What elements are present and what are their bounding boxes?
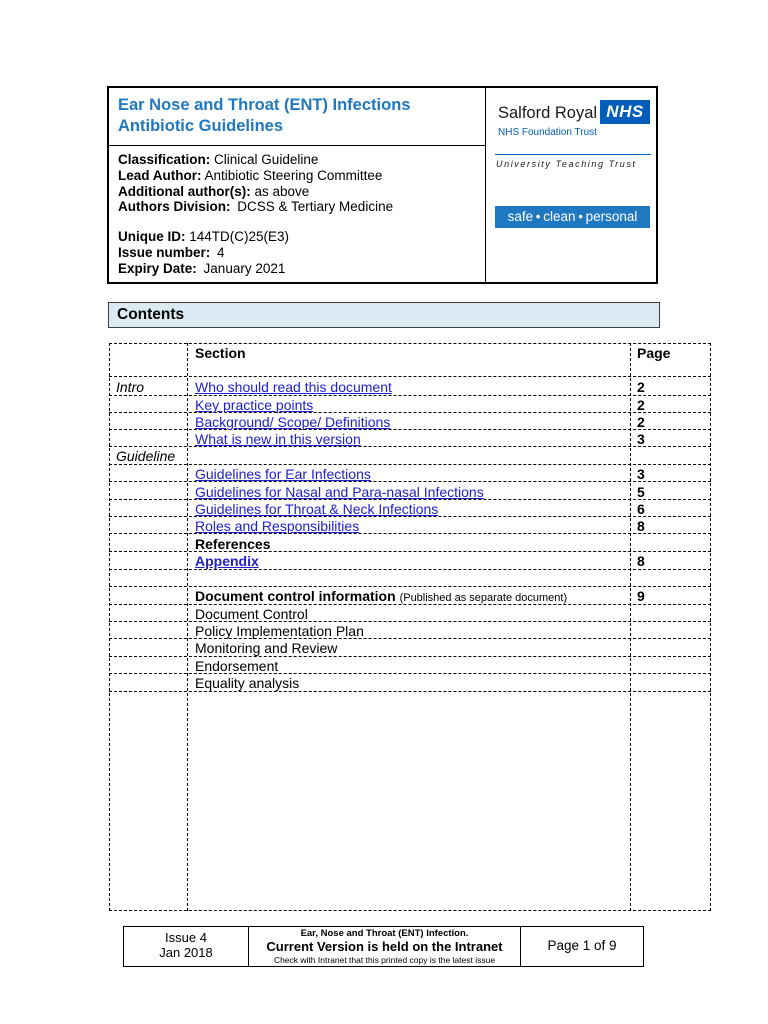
table-row-divider — [109, 376, 711, 377]
toc-link-key-practice-points[interactable]: Key practice points — [195, 397, 314, 413]
footer-page-number: Page 1 of 9 — [547, 938, 617, 953]
column-header-section: Section — [195, 345, 246, 361]
authors-division-label: Authors Division: — [118, 199, 231, 214]
classification-label: Classification: — [118, 152, 211, 167]
toc-link-appendix[interactable]: Appendix — [195, 553, 259, 569]
issue-number-row — [118, 245, 225, 260]
table-row-divider — [109, 569, 711, 570]
toc-equality-analysis: Equality analysis — [195, 675, 300, 691]
logo-university-teaching: University Teaching Trust — [496, 159, 637, 169]
lead-author-value: Antibiotic Steering Committee — [204, 168, 383, 183]
footer-issue: Issue 4 — [165, 930, 207, 945]
toc-page-number: 3 — [637, 466, 645, 482]
document-title-line-2: Antibiotic Guidelines — [118, 117, 284, 135]
authors-division-row — [118, 199, 393, 214]
document-title-area — [109, 88, 485, 146]
expiry-date-row — [118, 261, 285, 276]
lead-author-row — [118, 168, 382, 183]
unique-id-value: 144TD(C)25(E3) — [189, 229, 290, 244]
classification-row — [118, 152, 318, 167]
document-title-line-1: Ear Nose and Throat (ENT) Infections — [118, 96, 411, 114]
toc-monitoring-review: Monitoring and Review — [195, 640, 338, 656]
issue-number-label: Issue number: — [118, 245, 211, 260]
footer-date: Jan 2018 — [159, 945, 213, 960]
logo-values-banner: safe • clean • personal — [495, 206, 650, 228]
logo-divider — [495, 154, 651, 155]
footer-check-note: Check with Intranet that this printed copy is the latest issue — [273, 955, 496, 965]
toc-page-number: 6 — [637, 501, 645, 517]
additional-authors-row — [118, 184, 309, 199]
additional-authors-value: as above — [254, 184, 310, 199]
logo-foundation-trust: NHS Foundation Trust — [498, 127, 597, 138]
toc-page-number: 8 — [637, 553, 645, 569]
toc-page-number: 2 — [637, 414, 645, 430]
column-header-page: Page — [637, 345, 671, 361]
group-label-guideline: Guideline — [116, 448, 176, 464]
lead-author-label: Lead Author: — [118, 168, 202, 183]
authors-division-value: DCSS & Tertiary Medicine — [237, 199, 394, 214]
page-footer — [123, 926, 644, 967]
logo-trust-name: Salford Royal — [498, 104, 598, 122]
toc-page-number: 3 — [637, 431, 645, 447]
issue-number-value: 4 — [217, 245, 225, 260]
additional-authors-label: Additional author(s): — [118, 184, 251, 199]
toc-references: References — [195, 536, 271, 552]
unique-id-label: Unique ID: — [118, 229, 186, 244]
toc-endorsement: Endorsement — [195, 658, 279, 674]
toc-link-nasal-infections[interactable]: Guidelines for Nasal and Para-nasal Infections — [195, 484, 484, 500]
toc-link-throat-neck-infections[interactable]: Guidelines for Throat & Neck Infections — [195, 501, 439, 517]
table-row-divider — [109, 586, 711, 587]
toc-document-control-information — [195, 588, 567, 606]
toc-page-number: 8 — [637, 518, 645, 534]
unique-id-row — [118, 229, 289, 244]
toc-document-control: Document Control — [195, 606, 308, 622]
toc-document-control-title: Document control information — [195, 588, 396, 604]
toc-page-number: 2 — [637, 397, 645, 413]
nhs-logo-badge: NHS — [600, 100, 650, 124]
toc-page-number: 5 — [637, 484, 645, 500]
footer-document-title: Ear, Nose and Throat (ENT) Infection. — [300, 928, 469, 939]
expiry-date-label: Expiry Date: — [118, 261, 197, 276]
footer-current-version: Current Version is held on the Intranet — [266, 939, 503, 954]
table-row-divider — [109, 395, 711, 396]
toc-link-ear-infections[interactable]: Guidelines for Ear Infections — [195, 466, 371, 482]
table-row-divider — [109, 691, 711, 692]
document-header — [107, 86, 658, 284]
trust-logo — [487, 88, 656, 282]
table-row-divider — [109, 464, 711, 465]
toc-page-number: 2 — [637, 379, 645, 395]
toc-policy-implementation-plan: Policy Implementation Plan — [195, 623, 364, 639]
contents-heading: Contents — [108, 302, 660, 328]
toc-page-number: 9 — [637, 588, 645, 604]
classification-value: Clinical Guideline — [214, 152, 319, 167]
toc-link-background-scope[interactable]: Background/ Scope/ Definitions — [195, 414, 391, 430]
toc-link-whats-new[interactable]: What is new in this version — [195, 431, 361, 447]
toc-link-roles-responsibilities[interactable]: Roles and Responsibilities — [195, 518, 360, 534]
expiry-date-value: January 2021 — [203, 261, 286, 276]
header-info-panel — [109, 88, 486, 282]
toc-link-who-should-read[interactable]: Who should read this document — [195, 379, 392, 395]
group-label-intro: Intro — [116, 379, 145, 395]
toc-document-control-note: (Published as separate document) — [399, 592, 568, 604]
table-row-divider — [109, 656, 711, 657]
